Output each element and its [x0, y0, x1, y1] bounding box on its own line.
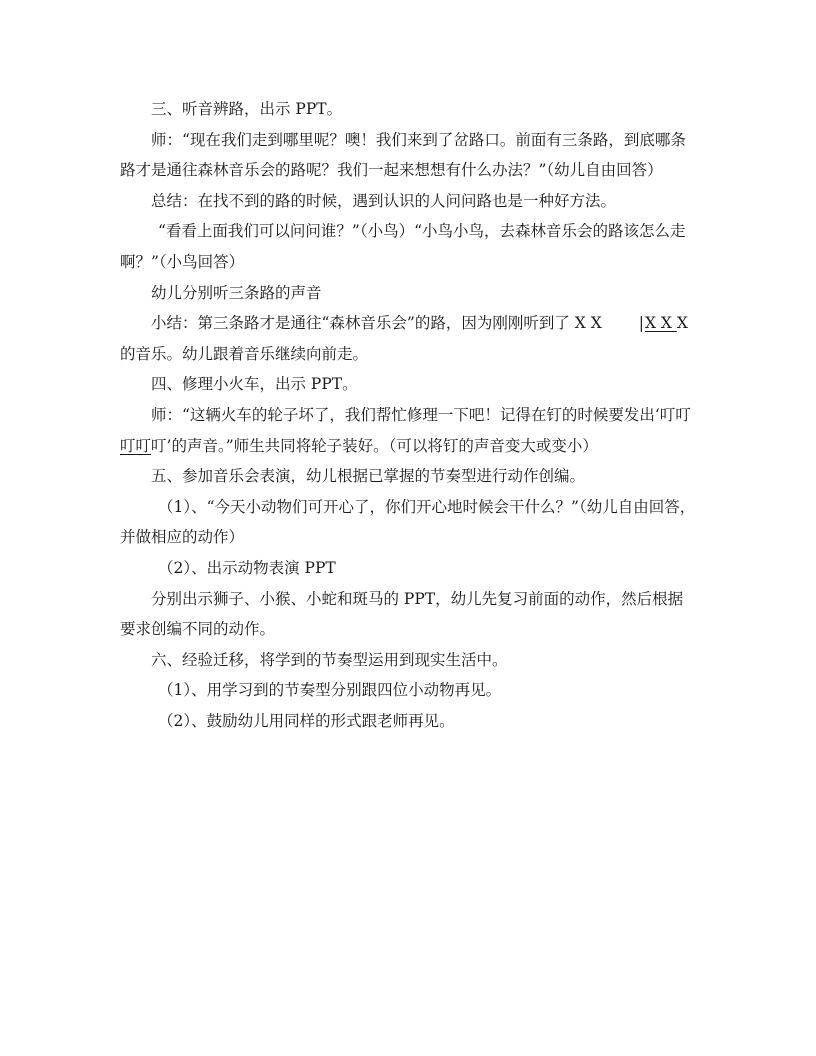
paragraph-goodbye-teacher: （2）、鼓励幼儿用同样的形式跟老师再见。	[158, 711, 455, 730]
conclusion-text-a: 小结：第三条路才是通往“森林音乐会”的路，因为刚刚听到了 X X	[151, 314, 607, 333]
fix-train-text-b: 叮’的声音。”师生共同将轮子装好。（可以将钉的声音变大或变小）	[151, 436, 598, 455]
paragraph-teacher-crossroads: 师：“现在我们走到哪里呢？噢！我们来到了岔路口。前面有三条路，到底哪条路才是通往森林音乐会的路呢？我们一起来想想有什么办法？”（幼儿自由回答）	[120, 130, 686, 180]
fix-train-underlined: 叮叮	[120, 436, 152, 455]
section-heading-3: 三、听音辨路，出示 PPT。	[151, 100, 343, 118]
document-page	[120, 94, 696, 736]
paragraph-listen-roads: 幼儿分别听三条路的声音	[151, 283, 322, 302]
rhythm-underlined: X X	[644, 314, 677, 333]
paragraph-conclusion	[120, 308, 696, 369]
paragraph-step-2: （2）、出示动物表演 PPT	[158, 558, 336, 577]
paragraph-fix-train	[120, 400, 696, 461]
paragraph-animals: 分别出示狮子、小猴、小蛇和斑马的 PPT，幼儿先复习前面的动作，然后根据要求创编不同的动作。	[120, 589, 684, 639]
paragraph-ask-bird: “看看上面我们可以问问谁？”（小鸟）“小鸟小鸟，去森林音乐会的路该怎么走啊？”（小鸟回答）	[120, 222, 686, 271]
rhythm-bar: |	[638, 314, 644, 333]
paragraph-goodbye-animals: （1）、用学习到的节奏型分别跟四位小动物再见。	[158, 681, 502, 700]
section-heading-6: 六、经验迁移，将学到的节奏型运用到现实生活中。	[151, 650, 508, 669]
section-heading-4: 四、修理小火车，出示 PPT。	[151, 375, 358, 394]
paragraph-step-1: （1）、“今天小动物们可开心了，你们开心地时候会干什么？”（幼儿自由回答，并做相应的动作）	[120, 497, 696, 547]
paragraph-summary: 总结：在找不到的路的时候，遇到认识的人问问路也是一种好方法。	[151, 191, 617, 210]
section-heading-5: 五、参加音乐会表演，幼儿根据已掌握的节奏型进行动作创编。	[151, 467, 586, 486]
fix-train-text-a: 师：“这辆火车的轮子坏了，我们帮忙修理一下吧！记得在钉的时候要发出‘叮叮	[151, 405, 691, 424]
conclusion-text-b: X 的音乐。幼儿跟着音乐继续向前走。	[120, 314, 688, 363]
